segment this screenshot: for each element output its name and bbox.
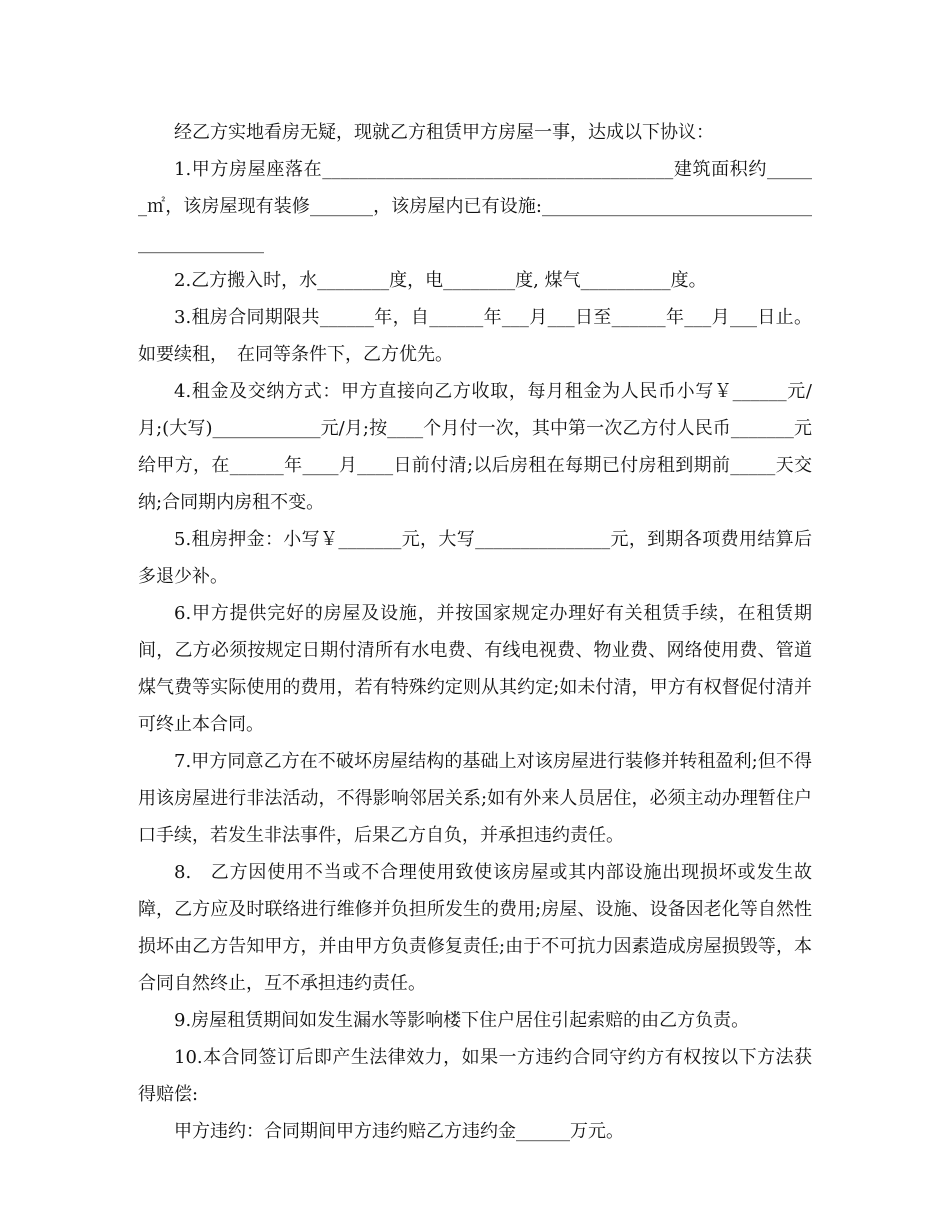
- contract-body: [138, 114, 812, 1150]
- clause-3-text: 3.租房合同期限共______年，自______年___月___日至______年___月___日止。如要续租， 在同等条件下，乙方优先。: [138, 307, 812, 365]
- clause-9-text: 9.房屋租赁期间如发生漏水等影响楼下住户居住引起索赔的由乙方负责。: [174, 1010, 750, 1031]
- clause-7-text: 7.甲方同意乙方在不破坏房屋结构的基础上对该房屋进行装修并转租盈利;但不得用该房屋进行非法活动，不得影响邻居关系;如有外来人员居住，必须主动办理暂住户口手续，若发生非法事件，后果乙方自负，并承担违约责任。: [138, 751, 812, 846]
- clause-9-leak-liability: [138, 1002, 812, 1039]
- clause-5-deposit: [138, 521, 812, 595]
- clause-2-text: 2.乙方搬入时，水________度，电________度, 煤气__________度。: [174, 270, 707, 291]
- clause-1-text: 1.甲方房屋座落在_______________________________________建筑面积约______㎡，该房屋现有装修_______，该房屋内已有设施:____________________________________________: [138, 159, 812, 254]
- clause-3-lease-term: [138, 299, 812, 373]
- clause-6-facilities-fees: [138, 595, 812, 743]
- clause-4-text: 4.租金及交纳方式：甲方直接向乙方收取，每月租金为人民币小写￥______元/月;(大写)____________元/月;按____个月付一次，其中第一次乙方付人民币_______元给甲方，在______年____月____日前付清;以后房租在每期已付房租到期前_____天交纳;合同期内房租不变。: [138, 381, 812, 513]
- clause-8-text: 8. 乙方因使用不当或不合理使用致使该房屋或其内部设施出现损坏或发生故障，乙方应及时联络进行维修并负担所发生的费用;房屋、设施、设备因老化等自然性损坏由乙方告知甲方，并由甲方负责修复责任;由于不可抗力因素造成房屋损毁等，本合同自然终止，互不承担违约责任。: [138, 862, 812, 994]
- clause-10-text: 10.本合同签订后即产生法律效力，如果一方违约合同守约方有权按以下方法获得赔偿:: [138, 1047, 812, 1105]
- lessor-breach-text: 甲方违约：合同期间甲方违约赔乙方违约金______万元。: [174, 1121, 624, 1142]
- clause-8-damage-repair: [138, 854, 812, 1002]
- clause-1-house-location: [138, 151, 812, 262]
- clause-6-text: 6.甲方提供完好的房屋及设施，并按国家规定办理好有关租赁手续，在租赁期间，乙方必须按规定日期付清所有水电费、有线电视费、物业费、网络使用费、管道煤气费等实际使用的费用，若有特殊约定则从其约定;如未付清，甲方有权督促付清并可终止本合同。: [138, 603, 812, 735]
- lessor-breach-paragraph: [138, 1113, 812, 1150]
- clause-4-rent-payment: [138, 373, 812, 521]
- intro-text: 经乙方实地看房无疑，现就乙方租赁甲方房屋一事，达成以下协议：: [174, 122, 714, 143]
- intro-paragraph: [138, 114, 812, 151]
- clause-2-utility-readings: [138, 262, 812, 299]
- clause-5-text: 5.租房押金：小写￥_______元，大写_______________元，到期各项费用结算后多退少补。: [138, 529, 812, 587]
- clause-7-renovation-sublet: [138, 743, 812, 854]
- clause-10-legal-effect: [138, 1039, 812, 1113]
